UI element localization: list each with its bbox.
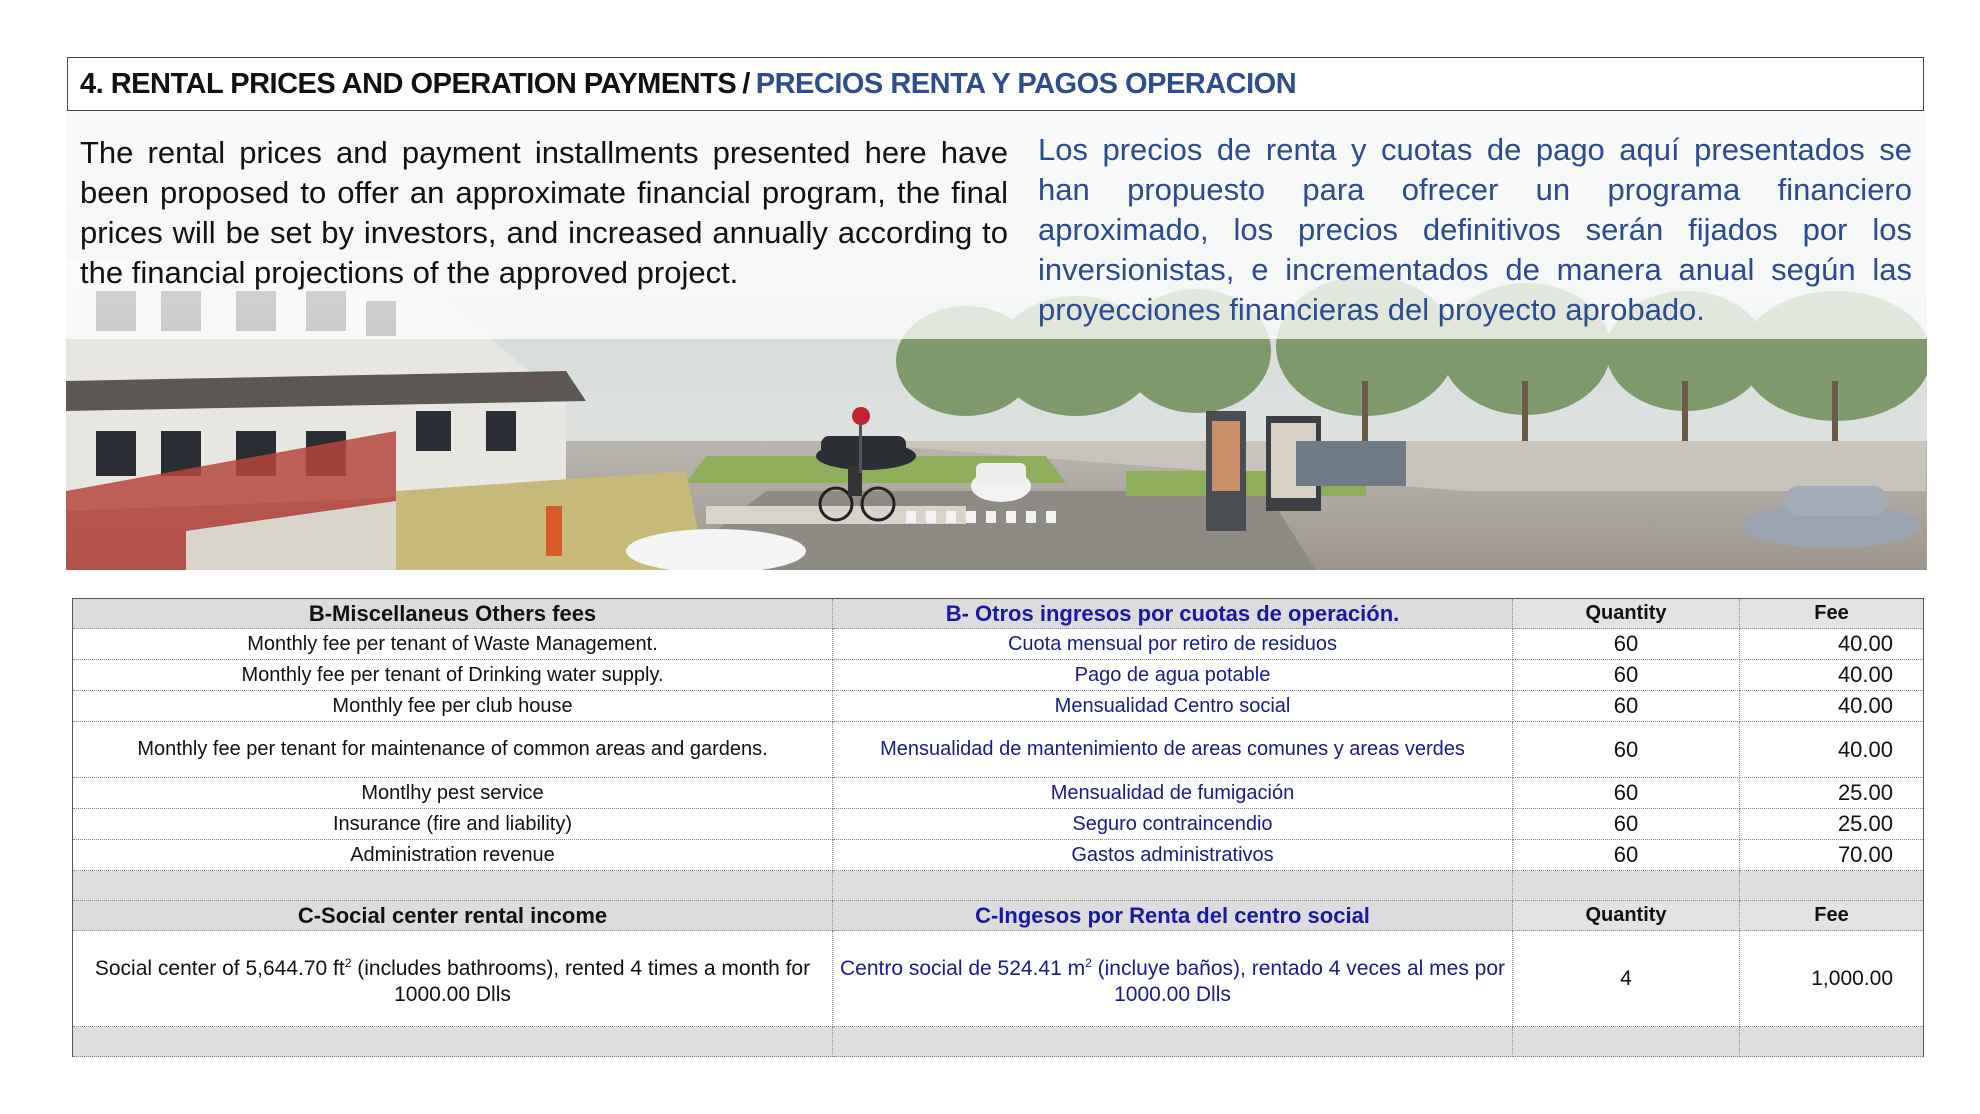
row-quantity: 60 <box>1513 660 1740 691</box>
row-fee: 40.00 <box>1740 691 1924 722</box>
misc-fees-header-es: B- Otros ingresos por cuotas de operación. <box>833 599 1513 629</box>
section-title-en: 4. RENTAL PRICES AND OPERATION PAYMENTS <box>80 67 737 100</box>
fee-column-header: Fee <box>1740 901 1924 931</box>
row-quantity: 60 <box>1513 809 1740 840</box>
row-quantity: 60 <box>1513 722 1740 778</box>
misc-fees-header-row <box>73 599 1924 629</box>
row-description-es: Gastos administrativos <box>833 840 1513 871</box>
intro-text-es: Los precios de renta y cuotas de pago aquí presentados se han propuesto para ofrecer un programa financiero aproximado, los precios definitivos serán fijados por los inversionistas, e incrementados de manera anual según las proyecciones financieras del proyecto aprobado. <box>1038 132 1912 327</box>
row-description-en: Monthly fee per tenant for maintenance of common areas and gardens. <box>73 722 833 778</box>
fees-table <box>72 598 1924 1057</box>
row-quantity: 60 <box>1513 629 1740 660</box>
row-fee: 40.00 <box>1740 660 1924 691</box>
table-row <box>73 722 1924 778</box>
row-fee: 70.00 <box>1740 840 1924 871</box>
row-fee: 40.00 <box>1740 629 1924 660</box>
section-title-separator: / <box>742 67 750 100</box>
social-center-header-es: C-Ingesos por Renta del centro social <box>833 901 1513 931</box>
row-description-es: Mensualidad Centro social <box>833 691 1513 722</box>
misc-fees-header-en: B-Miscellaneus Others fees <box>73 599 833 629</box>
table-row <box>73 840 1924 871</box>
row-fee: 25.00 <box>1740 778 1924 809</box>
row-quantity: 4 <box>1513 931 1740 1027</box>
row-fee: 1,000.00 <box>1740 931 1924 1027</box>
fee-column-header: Fee <box>1740 599 1924 629</box>
row-quantity: 60 <box>1513 691 1740 722</box>
row-description-en: Monthly fee per tenant of Waste Management. <box>73 629 833 660</box>
row-description-es: Seguro contraincendio <box>833 809 1513 840</box>
table-row <box>73 691 1924 722</box>
quantity-column-header: Quantity <box>1513 901 1740 931</box>
row-description-es: Cuota mensual por retiro de residuos <box>833 629 1513 660</box>
row-description-en: Montlhy pest service <box>73 778 833 809</box>
quantity-column-header: Quantity <box>1513 599 1740 629</box>
social-center-header-row <box>73 901 1924 931</box>
section-title-es: PRECIOS RENTA Y PAGOS OPERACION <box>755 67 1297 100</box>
row-description-en: Monthly fee per club house <box>73 691 833 722</box>
row-description-en: Monthly fee per tenant of Drinking water supply. <box>73 660 833 691</box>
spacer-row <box>73 871 1924 901</box>
social-center-description-es: Centro social de 524.41 $m^2$ (incluye baños), rentado 4 veces al mes por 1000.00 Dlls <box>833 931 1513 1027</box>
row-quantity: 60 <box>1513 778 1740 809</box>
social-center-header-en: C-Social center rental income <box>73 901 833 931</box>
social-center-description-en: Social center of 5,644.70 $ft^2$ (includes bathrooms), rented 4 times a month for 1000.00 Dlls <box>73 931 833 1027</box>
table-row <box>73 778 1924 809</box>
row-description-es: Mensualidad de fumigación <box>833 778 1513 809</box>
hero-render-image <box>66 111 1927 570</box>
row-description-es: Pago de agua potable <box>833 660 1513 691</box>
table-row <box>73 660 1924 691</box>
row-description-es: Mensualidad de mantenimiento de areas comunes y areas verdes <box>833 722 1513 778</box>
table-row <box>73 809 1924 840</box>
table-row <box>73 629 1924 660</box>
row-fee: 25.00 <box>1740 809 1924 840</box>
section-header <box>67 57 1924 111</box>
spacer-row <box>73 1027 1924 1057</box>
row-fee: 40.00 <box>1740 722 1924 778</box>
intro-text-en: The rental prices and payment installments presented here have been proposed to offer an approximate financial program, the final prices will be set by investors, and increased annually according to the financial projections of the approved project. <box>80 135 1008 290</box>
row-quantity: 60 <box>1513 840 1740 871</box>
row-description-en: Insurance (fire and liability) <box>73 809 833 840</box>
table-row <box>73 931 1924 1027</box>
row-description-en: Administration revenue <box>73 840 833 871</box>
